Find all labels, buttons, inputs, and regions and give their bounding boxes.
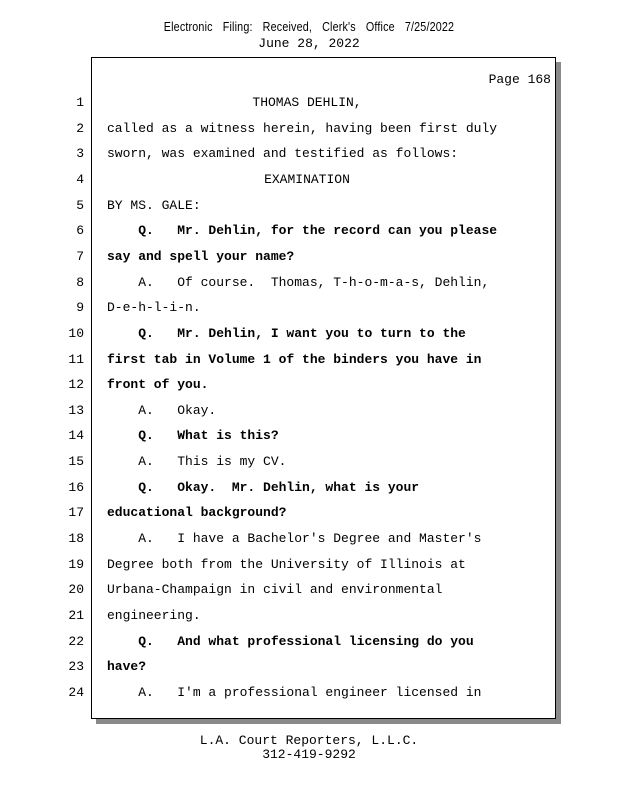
transcript-line-text: engineering.	[107, 608, 201, 623]
transcript-date: June 28, 2022	[258, 36, 360, 51]
line-number: 2	[76, 121, 84, 136]
transcript-line-text: Q. Okay. Mr. Dehlin, what is your	[107, 480, 420, 495]
transcript-line-text: say and spell your name?	[107, 249, 295, 264]
transcript-line-text: A. I have a Bachelor's Degree and Master's	[107, 531, 482, 546]
transcript-line-text: EXAMINATION	[264, 172, 350, 187]
transcript-line-text: educational background?	[107, 505, 287, 520]
line-number: 22	[68, 634, 84, 649]
line-number: 18	[68, 531, 84, 546]
filing-word: Clerk's	[322, 20, 356, 34]
line-number: 17	[68, 505, 84, 520]
transcript-line-text: A. This is my CV.	[107, 454, 287, 469]
transcript-line-text: BY MS. GALE:	[107, 198, 201, 213]
transcript-line-text: THOMAS DEHLIN,	[252, 95, 362, 110]
transcript-line-text: D-e-h-l-i-n.	[107, 300, 201, 315]
line-number: 12	[68, 377, 84, 392]
line-number: 7	[76, 249, 84, 264]
line-number: 6	[76, 223, 84, 238]
transcript-line-text: Q. What is this?	[107, 428, 279, 443]
transcript-line-text: Urbana-Champaign in civil and environmental	[107, 582, 443, 597]
filing-word: Electronic	[163, 20, 213, 34]
transcript-line-text: Q. Mr. Dehlin, for the record can you please	[107, 223, 498, 238]
transcript-line-text: called as a witness herein, having been first duly	[107, 121, 498, 136]
page-number: Page 168	[488, 72, 551, 87]
line-number: 11	[68, 352, 84, 367]
line-number: 19	[68, 557, 84, 572]
transcript-line-text: have?	[107, 659, 147, 674]
line-number: 23	[68, 659, 84, 674]
footer-company: L.A. Court Reporters, L.L.C.	[199, 733, 419, 748]
filing-date: 7/25/2022	[404, 20, 455, 34]
line-number: 24	[68, 685, 84, 700]
filing-word: Office	[365, 20, 395, 34]
transcript-line-text: A. Okay.	[107, 403, 217, 418]
transcript-line-text: A. Of course. Thomas, T-h-o-m-a-s, Dehlin,	[107, 275, 490, 290]
transcript-line-text: sworn, was examined and testified as follows:	[107, 146, 459, 161]
transcript-line-text: Degree both from the University of Illinois at	[107, 557, 466, 572]
line-number: 3	[76, 146, 84, 161]
line-number: 16	[68, 480, 84, 495]
transcript-line-text: Q. And what professional licensing do you	[107, 634, 474, 649]
line-number: 5	[76, 198, 84, 213]
transcript-line-text: A. I'm a professional engineer licensed in	[107, 685, 482, 700]
filing-word: Filing:	[222, 20, 253, 34]
filing-stamp	[43, 20, 574, 34]
line-number: 20	[68, 582, 84, 597]
line-number: 9	[76, 300, 84, 315]
line-number: 4	[76, 172, 84, 187]
line-number: 8	[76, 275, 84, 290]
filing-word: Received,	[262, 20, 313, 34]
line-number: 15	[68, 454, 84, 469]
line-number: 10	[68, 326, 84, 341]
line-number: 21	[68, 608, 84, 623]
line-number: 1	[76, 95, 84, 110]
line-number: 13	[68, 403, 84, 418]
transcript-line-text: first tab in Volume 1 of the binders you have in	[107, 352, 482, 367]
footer-phone: 312-419-9292	[262, 747, 356, 762]
transcript-line-text: front of you.	[107, 377, 209, 392]
line-number: 14	[68, 428, 84, 443]
transcript-line-text: Q. Mr. Dehlin, I want you to turn to the	[107, 326, 466, 341]
